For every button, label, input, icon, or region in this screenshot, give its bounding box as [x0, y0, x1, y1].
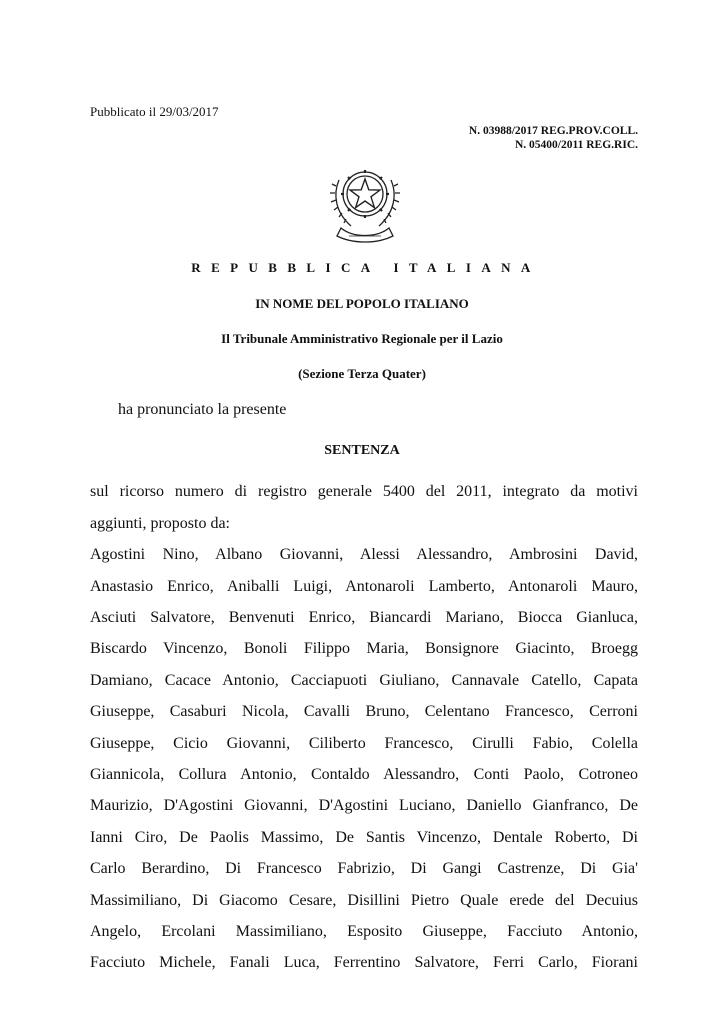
reg-prov-coll-number: N. 03988/2017 REG.PROV.COLL.	[468, 125, 638, 137]
tribunal-heading: Il Tribunale Amministrativo Regionale per il Lazio	[221, 331, 503, 346]
publication-date: Pubblicato il 29/03/2017	[90, 104, 219, 119]
section-heading: (Sezione Terza Quater)	[298, 366, 426, 381]
body-line: Massimiliano, Di Giacomo Cesare, Disillini Pietro Quale erede del Decuius	[90, 892, 638, 909]
italian-republic-emblem-icon	[327, 160, 403, 246]
republic-heading: REPUBBLICA ITALIANA	[191, 260, 541, 275]
in-nome-heading: IN NOME DEL POPOLO ITALIANO	[255, 296, 469, 311]
body-line: Damiano, Cacace Antonio, Cacciapuoti Giuliano, Cannavale Catello, Capata	[90, 672, 638, 689]
body-line: Biscardo Vincenzo, Bonoli Filippo Maria, Bonsignore Giacinto, Broegg	[90, 640, 638, 657]
body-line: sul ricorso numero di registro generale 5400 del 2011, integrato da motivi	[90, 483, 638, 500]
body-line: Angelo, Ercolani Massimiliano, Esposito Giuseppe, Facciuto Antonio,	[90, 923, 638, 940]
sentenza-heading: SENTENZA	[324, 443, 400, 458]
body-line: Giuseppe, Casaburi Nicola, Cavalli Bruno, Celentano Francesco, Cerroni	[90, 703, 638, 720]
reg-ric-number: N. 05400/2011 REG.RIC.	[515, 139, 638, 151]
body-line: Ianni Ciro, De Paolis Massimo, De Santis Vincenzo, Dentale Roberto, Di	[90, 829, 638, 846]
body-line: Carlo Berardino, Di Francesco Fabrizio, Di Gangi Castrenze, Di Gia'	[90, 860, 638, 877]
body-line: Giannicola, Collura Antonio, Contaldo Alessandro, Conti Paolo, Cotroneo	[90, 766, 638, 783]
body-line: aggiunti, proposto da:	[90, 515, 230, 532]
pronounced-text: ha pronunciato la presente	[118, 401, 287, 418]
body-line: Facciuto Michele, Fanali Luca, Ferrentino Salvatore, Ferri Carlo, Fiorani	[90, 954, 638, 971]
body-line: Agostini Nino, Albano Giovanni, Alessi Alessandro, Ambrosini David,	[90, 546, 638, 563]
body-line: Maurizio, D'Agostini Giovanni, D'Agostini Luciano, Daniello Gianfranco, De	[90, 797, 638, 814]
body-line: Asciuti Salvatore, Benvenuti Enrico, Biancardi Mariano, Biocca Gianluca,	[90, 609, 638, 626]
body-line: Giuseppe, Cicio Giovanni, Ciliberto Francesco, Cirulli Fabio, Colella	[90, 735, 638, 752]
body-line: Anastasio Enrico, Aniballi Luigi, Antonaroli Lamberto, Antonaroli Mauro,	[90, 578, 638, 595]
